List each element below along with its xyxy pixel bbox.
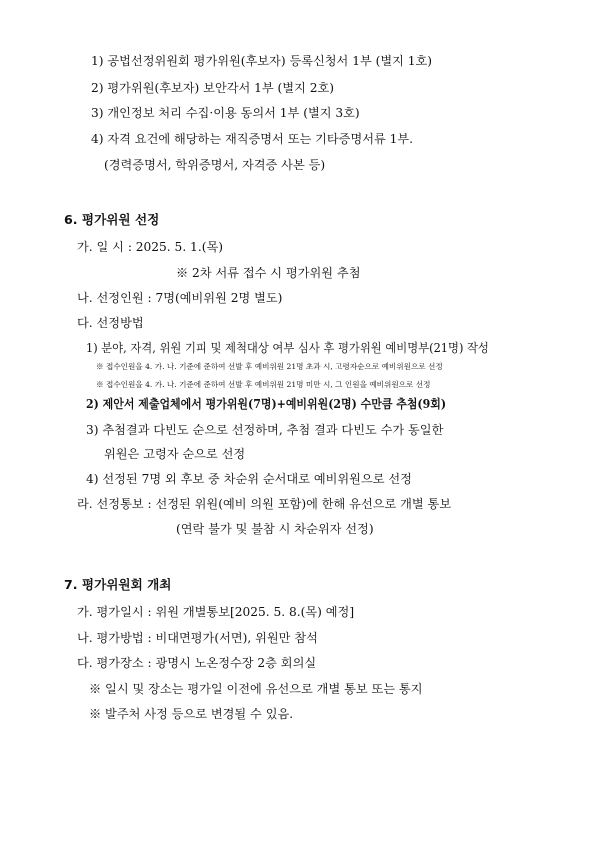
section-7-heading: 7. 평가위원회 개최 <box>64 577 172 592</box>
evaluation-place-row: 다. 평가장소 : 광명시 노온정수장 2층 회의실 <box>77 656 317 670</box>
selection-method-3-line-1: 3) 추첨결과 다빈도 순으로 선정하며, 추첨 결과 다빈도 수가 동일한 <box>86 423 444 437</box>
selection-method-1-note-under: ※ 접수인원을 4. 가. 나. 기준에 준하여 선발 후 예비위원 21명 미만 시, 그 인원을 예비위원으로 선정 <box>96 380 431 389</box>
selection-method-3-line-2: 위원은 고령자 순으로 선정 <box>104 447 246 461</box>
doc-item-cert-examples: (경력증명서, 학위증명서, 자격증 사본 등) <box>104 158 326 172</box>
doc-item-registration: 1) 공법선정위원회 평가위원(후보자) 등록신청서 1부 (별지 1호) <box>91 54 433 68</box>
section-6-heading: 6. 평가위원 선정 <box>64 212 160 227</box>
selection-count-row: 나. 선정인원 : 7명(예비위원 2명 별도) <box>77 291 283 305</box>
selection-date-row: 가. 일 시 : 2025. 5. 1.(목) <box>77 240 223 254</box>
selection-notice-note: (연락 불가 및 불참 시 차순위자 선정) <box>176 522 374 536</box>
selection-method-1: 1) 분야, 자격, 위원 기피 및 제척대상 여부 심사 후 평가위원 예비명부(21명) 작성 <box>86 341 489 355</box>
doc-item-employment-cert: 4) 자격 요건에 해당하는 재직증명서 또는 기타증명서류 1부. <box>91 132 414 146</box>
doc-item-privacy-consent: 3) 개인정보 처리 수집·이용 동의서 1부 (별지 3호) <box>91 106 360 120</box>
evaluation-date-row: 가. 평가일시 : 위원 개별통보[2025. 5. 8.(목) 예정] <box>77 605 355 619</box>
evaluation-method-row: 나. 평가방법 : 비대면평가(서면), 위원만 참석 <box>77 631 318 645</box>
selection-notice-row: 라. 선정통보 : 선정된 위원(예비 의원 포함)에 한해 유선으로 개별 통보 <box>77 497 452 511</box>
selection-date-note: ※ 2차 서류 접수 시 평가위원 추첨 <box>176 266 361 280</box>
selection-method-4: 4) 선정된 7명 외 후보 중 차순위 순서대로 예비위원으로 선정 <box>86 472 412 486</box>
selection-method-title: 다. 선정방법 <box>77 316 144 330</box>
selection-method-2: 2) 제안서 제출업체에서 평가위원(7명)+예비위원(2명) 수만큼 추첨(9회) <box>86 397 447 411</box>
doc-item-security-pledge: 2) 평가위원(후보자) 보안각서 1부 (별지 2호) <box>91 81 335 95</box>
evaluation-note-1: ※ 일시 및 장소는 평가일 이전에 유선으로 개별 통보 또는 통지 <box>89 682 423 696</box>
evaluation-note-2: ※ 발주처 사정 등으로 변경될 수 있음. <box>89 707 294 721</box>
selection-method-1-note-over: ※ 접수인원을 4. 가. 나. 기준에 준하여 선발 후 예비위원 21명 초과 시, 고령자순으로 예비위원으로 선정 <box>96 362 443 371</box>
